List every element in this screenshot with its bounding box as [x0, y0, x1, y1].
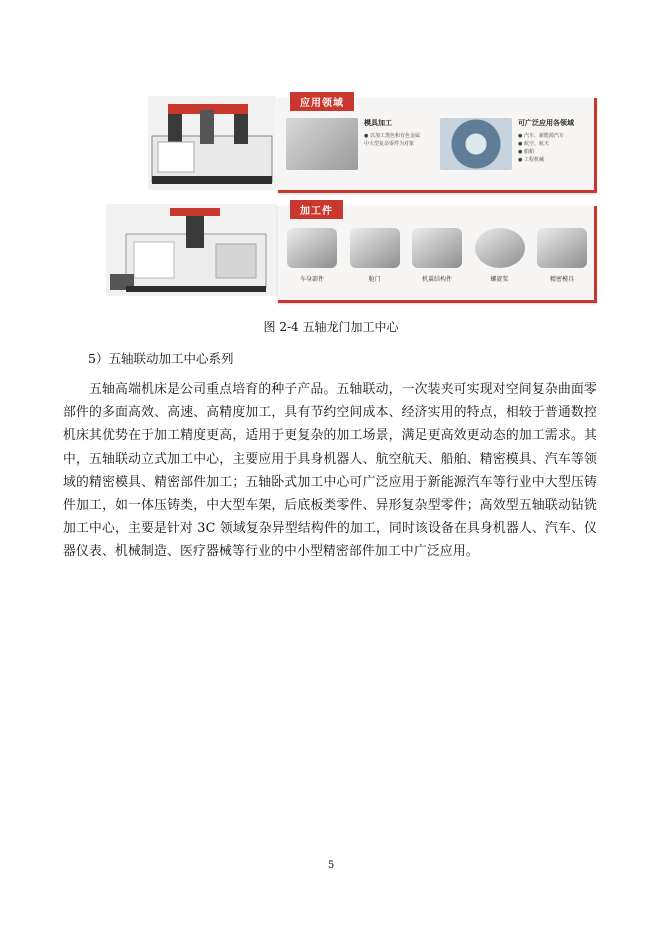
application-line: ● 船舶: [518, 149, 534, 155]
part-item: [534, 228, 590, 294]
application-line: ● 工程机械: [518, 157, 544, 163]
workpieces-tag: 加工件: [290, 200, 343, 219]
propeller-image: [475, 228, 525, 268]
part-item: [472, 228, 528, 294]
part-label: 车身部件: [299, 276, 324, 283]
application-title: 模具加工: [364, 119, 392, 127]
page-number: 5: [327, 860, 335, 871]
part-item: [409, 228, 465, 294]
workpieces-panel: [278, 206, 597, 303]
body-paragraph: 五轴高端机床是公司重点培育的种子产品。五轴联动，一次装夹可实现对空间复杂曲面零部件的多面高效、高速、高精度加工，具有节约空间成本、经济实用的特点，相较于普通数控机床其优势在于加工精度更高，适用于更复杂的加工场景，满足更高效更动态的加工需求。其中，五轴联动立式加工中心，主要应用于具身机器人、航空航天、船舶、精密模具、汽车等领域的精密模具、精密部件加工；五轴卧式加工中心可广泛应用于新能源汽车等行业中大型压铸件加工，如一体压铸类，中大型车架，后底板类零件、异形复杂型零件；高效型五轴联动钻铣加工中心，主要是针对 3C 领域复杂异型结构件的加工，同时该设备在具身机器人、汽车、仪器仪表、机械制造、医疗器械等行业的中小型精密部件加工中广泛应用。: [63, 382, 597, 560]
turbine-image: [440, 118, 512, 170]
figure-caption: 图 2-4 五轴龙门加工中心: [263, 320, 399, 334]
machine-image-gantry: [148, 96, 276, 190]
application-line: ● 航空、航天: [518, 141, 549, 147]
mold-processing-image: [286, 118, 358, 170]
application-line: ● 汽车、新能源汽车: [518, 133, 564, 139]
part-label: 机翼结构件: [421, 276, 452, 283]
machine-image-five-axis: [106, 204, 278, 296]
application-fields-panel: [278, 98, 597, 193]
application-mold-processing: [286, 118, 436, 180]
application-fields-tag: 应用领域: [290, 92, 354, 111]
precision-mold-image: [537, 228, 587, 268]
application-line: ● 以加工黑色和有色金属: [364, 133, 420, 139]
wing-structure-image: [412, 228, 462, 268]
application-various-fields: [440, 118, 590, 180]
application-line: 中大型复杂零件为对象: [364, 141, 415, 147]
part-label: 螺旋桨: [490, 276, 509, 283]
part-label: 舱门: [368, 276, 381, 283]
part-label: 精密模具: [549, 276, 574, 283]
hatch-door-image: [350, 228, 400, 268]
part-item: [347, 228, 403, 294]
application-title: 可广泛应用各领域: [518, 119, 574, 127]
body-part-image: [287, 228, 337, 268]
section-heading: 5）五轴联动加工中心系列: [88, 351, 234, 366]
part-item: [284, 228, 340, 294]
figure-gantry-machining-center: [100, 86, 600, 304]
